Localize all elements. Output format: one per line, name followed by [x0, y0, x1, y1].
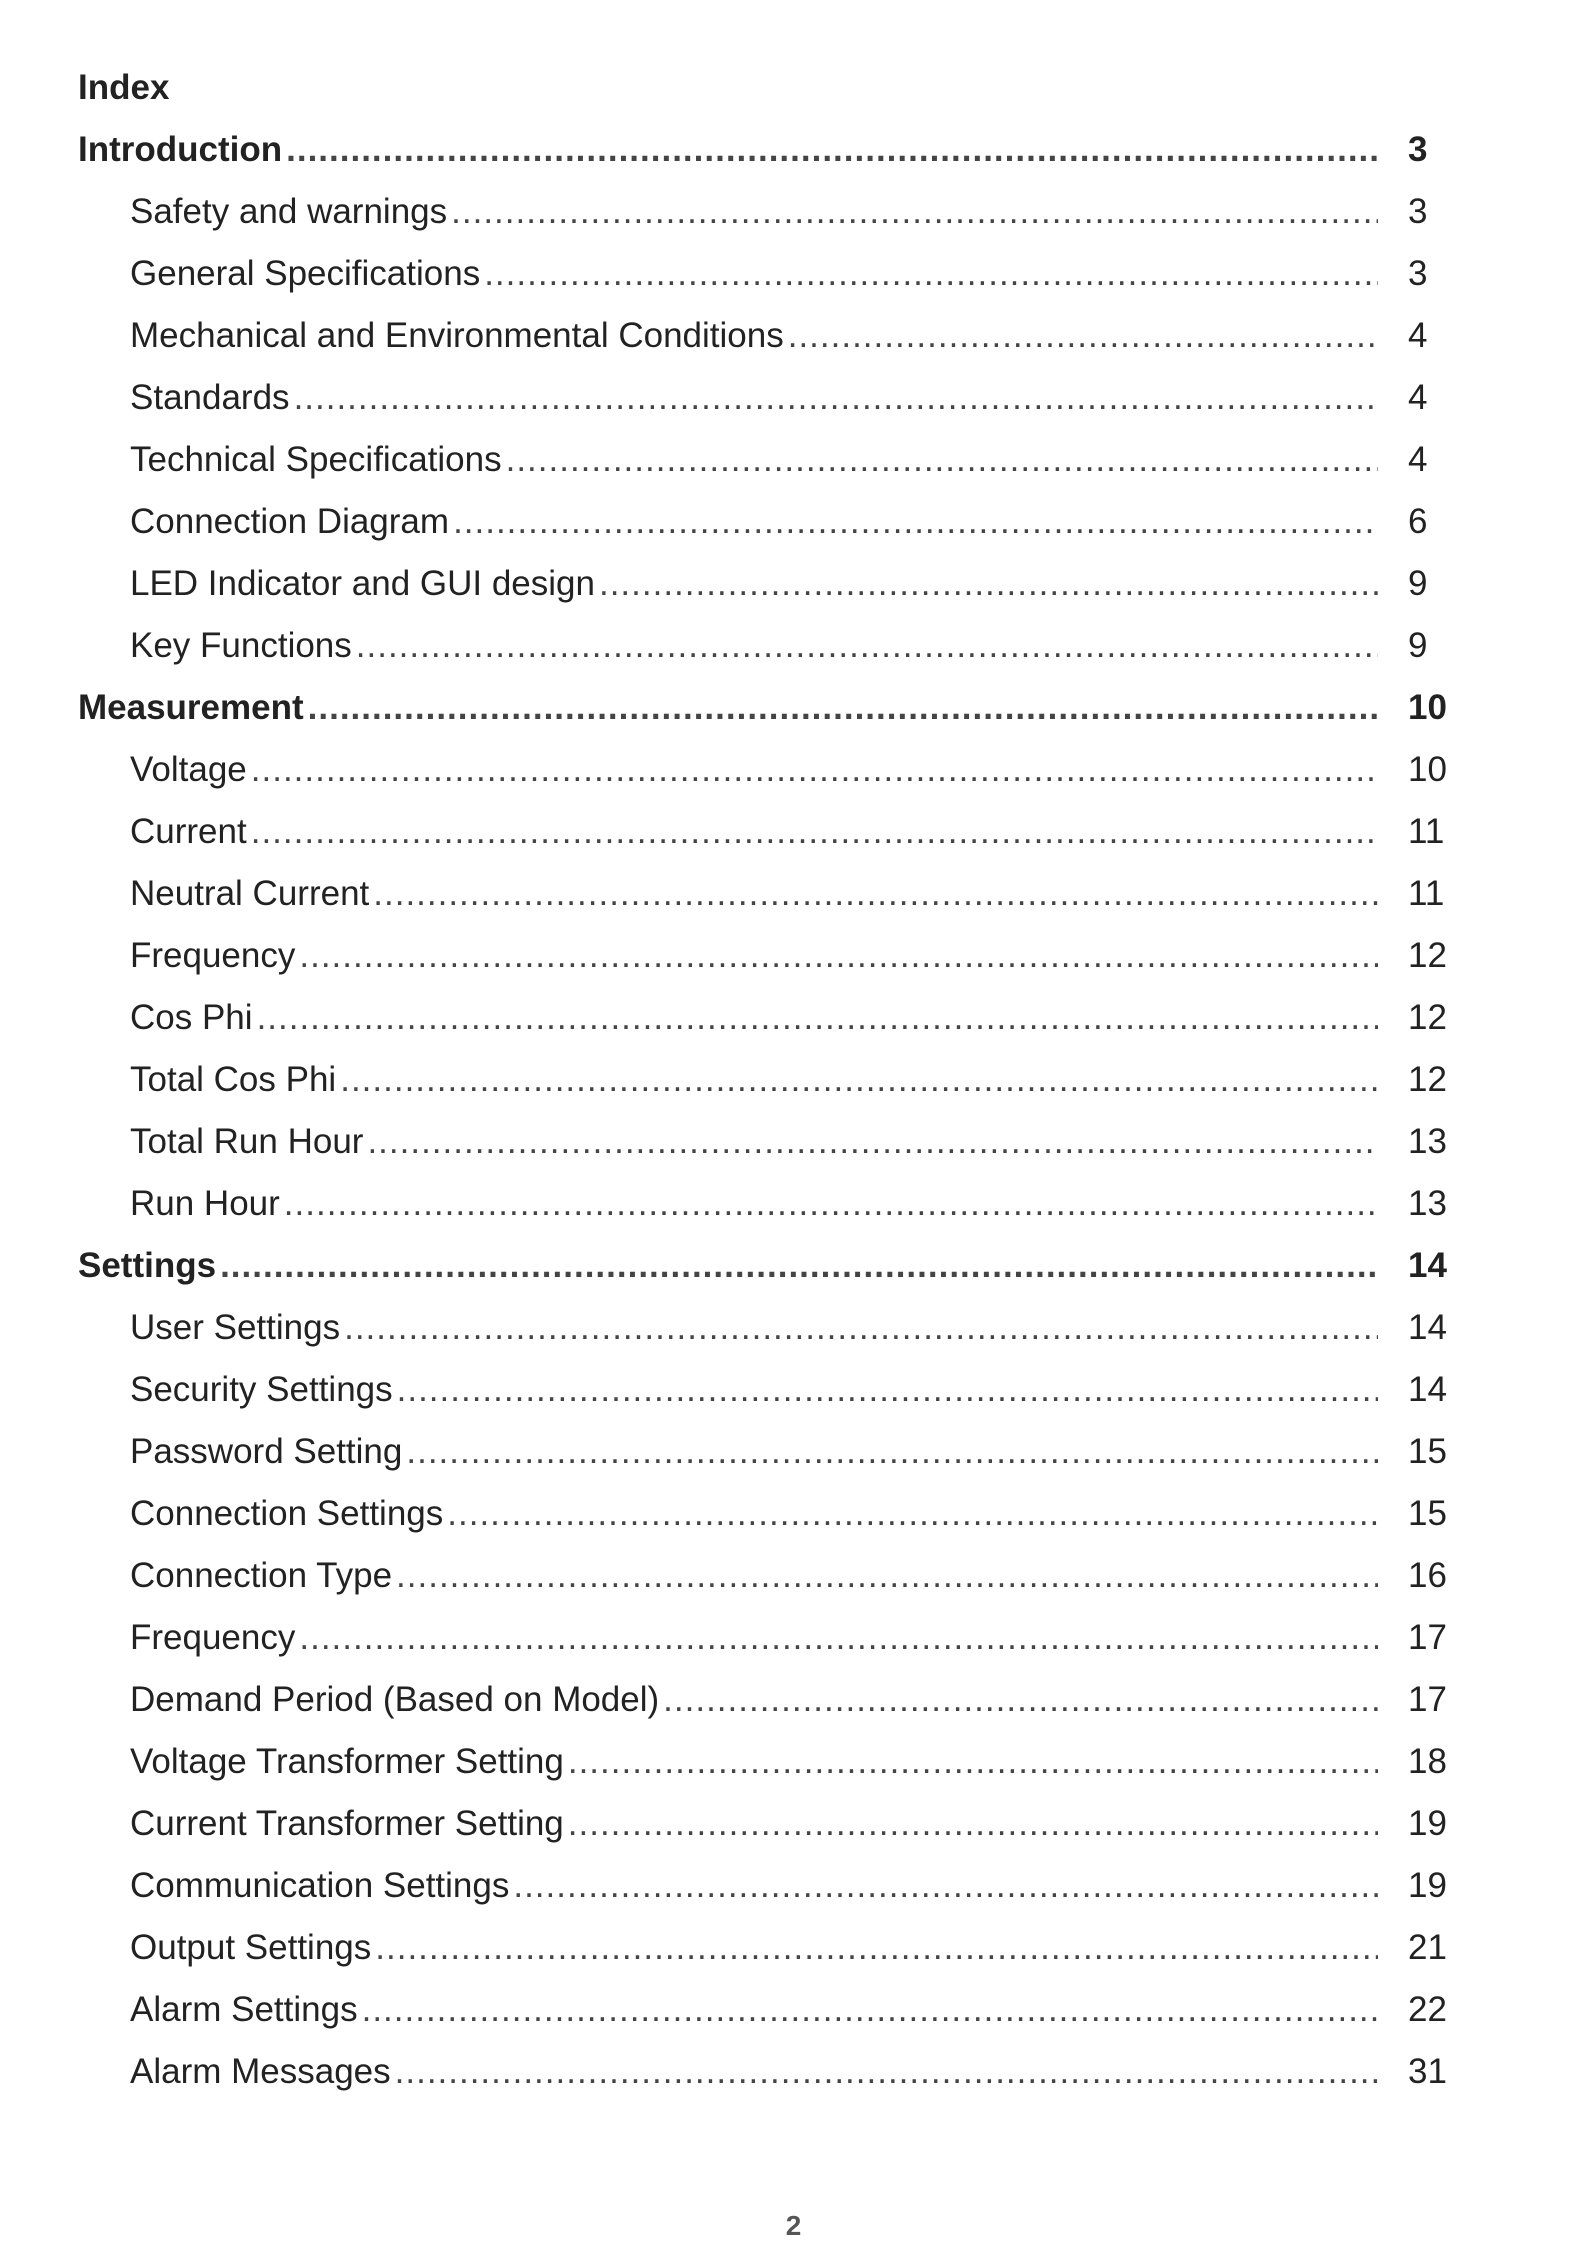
- toc-dot-leader: [356, 622, 1378, 670]
- toc-dot-leader: [788, 312, 1378, 360]
- toc-entry-page-number: 21: [1408, 1928, 1447, 1967]
- toc-subsection-entry[interactable]: [78, 1180, 1478, 1242]
- toc-subsection-entry[interactable]: [78, 994, 1478, 1056]
- toc-subsection-entry[interactable]: [78, 188, 1478, 250]
- toc-entry-page-number: 18: [1408, 1742, 1447, 1781]
- toc-dot-leader: [513, 1862, 1378, 1910]
- toc-entry-label: Voltage: [130, 750, 247, 789]
- toc-entry-label: Security Settings: [130, 1370, 393, 1409]
- toc-entry-page-number: 16: [1408, 1556, 1447, 1595]
- toc-subsection-entry[interactable]: [78, 1118, 1478, 1180]
- page-number: 2: [785, 2210, 802, 2241]
- toc-dot-leader: [396, 1552, 1378, 1600]
- toc-subsection-entry[interactable]: [78, 1552, 1478, 1614]
- toc-entry-page-number: 4: [1408, 316, 1428, 355]
- toc-subsection-entry[interactable]: [78, 1676, 1478, 1738]
- toc-subsection-entry[interactable]: [78, 746, 1478, 808]
- toc-entry-page-number: 19: [1408, 1804, 1447, 1843]
- toc-dot-leader: [663, 1676, 1378, 1724]
- toc-entry-page-number: 11: [1408, 812, 1445, 851]
- toc-entry-label: Settings: [78, 1246, 217, 1285]
- toc-entry-page-number: 4: [1408, 378, 1428, 417]
- toc-dot-leader: [299, 932, 1378, 980]
- toc-subsection-entry[interactable]: [78, 1924, 1478, 1986]
- toc-entry-page-number: 6: [1408, 502, 1428, 541]
- toc-entry-label: Total Cos Phi: [130, 1060, 337, 1099]
- toc-dot-leader: [344, 1304, 1378, 1352]
- toc-subsection-entry[interactable]: [78, 932, 1478, 994]
- toc-entry-label: Key Functions: [130, 626, 352, 665]
- toc-entry-page-number: 3: [1408, 254, 1428, 293]
- toc-subsection-entry[interactable]: [78, 498, 1478, 560]
- toc-section-entry[interactable]: [78, 126, 1478, 188]
- toc-entry-label: Password Setting: [130, 1432, 403, 1471]
- toc-subsection-entry[interactable]: [78, 1862, 1478, 1924]
- toc-dot-leader: [375, 1924, 1378, 1972]
- toc-entry-label: Measurement: [78, 688, 304, 727]
- toc-entry-label: Connection Diagram: [130, 502, 450, 541]
- toc-entry-page-number: 22: [1408, 1990, 1447, 2029]
- toc-dot-leader: [294, 374, 1378, 422]
- toc-entry-page-number: 3: [1408, 192, 1428, 231]
- toc-subsection-entry[interactable]: [78, 1800, 1478, 1862]
- toc-dot-leader: [395, 2048, 1378, 2096]
- toc-subsection-entry[interactable]: [78, 1428, 1478, 1490]
- toc-dot-leader: [340, 1056, 1378, 1104]
- toc-entry-label: Connection Settings: [130, 1494, 444, 1533]
- toc-entry-label: Output Settings: [130, 1928, 372, 1967]
- toc-dot-leader: [367, 1118, 1378, 1166]
- toc-subsection-entry[interactable]: [78, 622, 1478, 684]
- toc-section-entry[interactable]: [78, 684, 1478, 746]
- toc-entry-page-number: 4: [1408, 440, 1428, 479]
- toc-entry-page-number: 15: [1408, 1494, 1447, 1533]
- toc-section-entry[interactable]: [78, 1242, 1478, 1304]
- toc-entry-page-number: 9: [1408, 626, 1428, 665]
- toc-entry-label: Run Hour: [130, 1184, 280, 1223]
- toc-subsection-entry[interactable]: [78, 374, 1478, 436]
- toc-subsection-entry[interactable]: [78, 1738, 1478, 1800]
- toc-entry-page-number: 10: [1408, 688, 1447, 727]
- toc-subsection-entry[interactable]: [78, 1056, 1478, 1118]
- toc-dot-leader: [484, 250, 1378, 298]
- toc-entry-label: Frequency: [130, 1618, 296, 1657]
- toc-entry-label: LED Indicator and GUI design: [130, 564, 595, 603]
- toc-dot-leader: [406, 1428, 1378, 1476]
- toc-dot-leader: [568, 1738, 1378, 1786]
- toc-entry-label: Mechanical and Environmental Conditions: [130, 316, 784, 355]
- toc-dot-leader: [397, 1366, 1378, 1414]
- toc-dot-leader: [453, 498, 1378, 546]
- toc-entry-label: Alarm Messages: [130, 2052, 391, 2091]
- toc-entry-label: Safety and warnings: [130, 192, 448, 231]
- index-title: Index: [78, 68, 170, 107]
- toc-entry-page-number: 13: [1408, 1184, 1447, 1223]
- toc-entry-label: Communication Settings: [130, 1866, 510, 1905]
- toc-dot-leader: [284, 1180, 1378, 1228]
- toc-entry-label: Current Transformer Setting: [130, 1804, 564, 1843]
- toc-subsection-entry[interactable]: [78, 250, 1478, 312]
- toc-entry-label: Current: [130, 812, 247, 851]
- toc-entry-page-number: 15: [1408, 1432, 1447, 1471]
- toc-entry-label: Standards: [130, 378, 290, 417]
- toc-entry-page-number: 14: [1408, 1370, 1447, 1409]
- toc-entry-page-number: 11: [1408, 874, 1445, 913]
- toc-entry-page-number: 17: [1408, 1680, 1447, 1719]
- toc-entry-label: Voltage Transformer Setting: [130, 1742, 564, 1781]
- toc-dot-leader: [220, 1242, 1378, 1290]
- toc-dot-leader: [286, 126, 1378, 174]
- toc-subsection-entry[interactable]: [78, 1366, 1478, 1428]
- toc-dot-leader: [447, 1490, 1378, 1538]
- toc-dot-leader: [451, 188, 1378, 236]
- toc-subsection-entry[interactable]: [78, 560, 1478, 622]
- toc-dot-leader: [373, 870, 1378, 918]
- toc-entry-label: Cos Phi: [130, 998, 253, 1037]
- toc-entry-page-number: 14: [1408, 1246, 1447, 1285]
- toc-entry-label: Neutral Current: [130, 874, 370, 913]
- toc-entry-label: User Settings: [130, 1308, 341, 1347]
- toc-entry-page-number: 12: [1408, 936, 1447, 975]
- toc-entry-label: Technical Specifications: [130, 440, 502, 479]
- toc-entry-label: Total Run Hour: [130, 1122, 364, 1161]
- toc-entry-page-number: 9: [1408, 564, 1428, 603]
- toc-dot-leader: [257, 994, 1378, 1042]
- toc-dot-leader: [251, 808, 1378, 856]
- toc-entry-label: Introduction: [78, 130, 283, 169]
- toc-subsection-entry[interactable]: [78, 870, 1478, 932]
- toc-subsection-entry[interactable]: [78, 1986, 1478, 2048]
- toc-entry-page-number: 17: [1408, 1618, 1447, 1657]
- toc-subsection-entry[interactable]: [78, 2048, 1478, 2110]
- toc-entry-label: General Specifications: [130, 254, 481, 293]
- toc-subsection-entry[interactable]: [78, 1490, 1478, 1552]
- toc-entry-page-number: 31: [1408, 2052, 1447, 2091]
- toc-entry-page-number: 3: [1408, 130, 1428, 169]
- toc-dot-leader: [299, 1614, 1378, 1662]
- toc-entry-label: Frequency: [130, 936, 296, 975]
- toc-entry-page-number: 13: [1408, 1122, 1447, 1161]
- toc-entry-label: Demand Period (Based on Model): [130, 1680, 660, 1719]
- toc-dot-leader: [599, 560, 1378, 608]
- toc-subsection-entry[interactable]: [78, 436, 1478, 498]
- toc-dot-leader: [506, 436, 1378, 484]
- toc-entry-page-number: 10: [1408, 750, 1447, 789]
- toc-entry-page-number: 12: [1408, 998, 1447, 1037]
- toc-entry-label: Connection Type: [130, 1556, 393, 1595]
- toc-dot-leader: [568, 1800, 1378, 1848]
- toc-entry-page-number: 12: [1408, 1060, 1447, 1099]
- table-of-contents: [78, 126, 1478, 2110]
- toc-entry-page-number: 19: [1408, 1866, 1447, 1905]
- toc-entry-label: Alarm Settings: [130, 1990, 358, 2029]
- toc-subsection-entry[interactable]: [78, 312, 1478, 374]
- toc-subsection-entry[interactable]: [78, 1304, 1478, 1366]
- toc-entry-page-number: 14: [1408, 1308, 1447, 1347]
- toc-dot-leader: [362, 1986, 1378, 2034]
- toc-subsection-entry[interactable]: [78, 808, 1478, 870]
- toc-dot-leader: [251, 746, 1378, 794]
- toc-subsection-entry[interactable]: [78, 1614, 1478, 1676]
- toc-dot-leader: [308, 684, 1378, 732]
